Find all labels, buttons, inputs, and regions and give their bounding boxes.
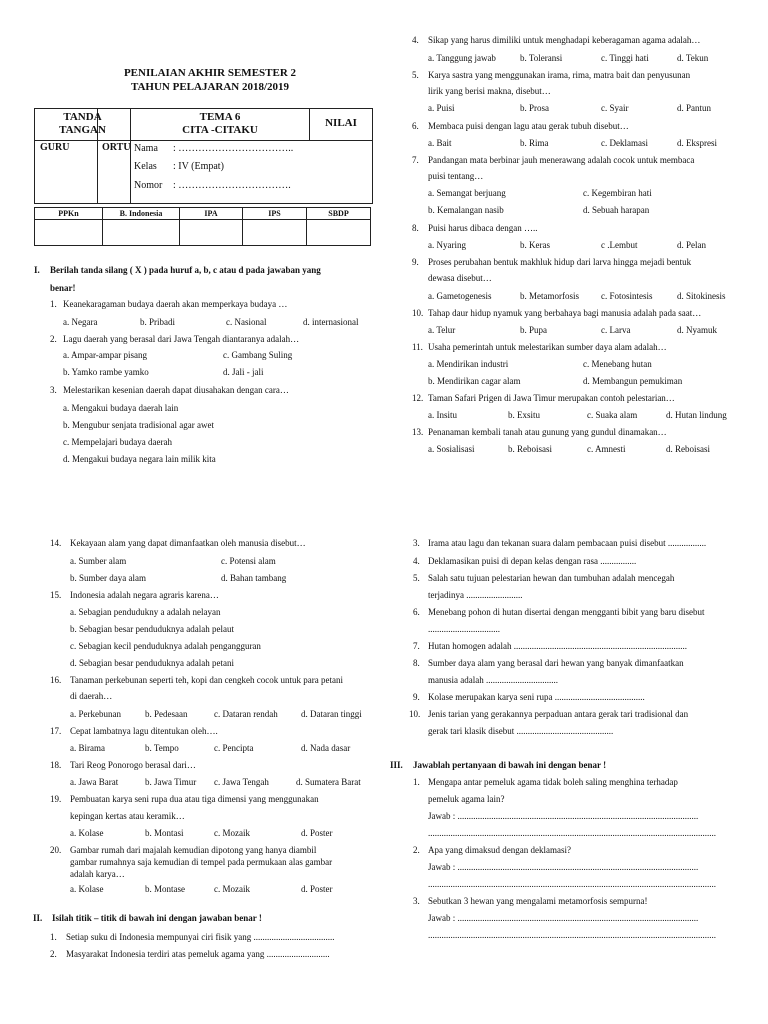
fill-item[interactable]: Setiap suku di Indonesia mempunyai ciri fisik yang .................................... (66, 932, 335, 942)
option-b[interactable]: b. Tempo (145, 743, 179, 753)
fill-item[interactable]: Masyarakat Indonesia terdiri atas pemeluk agama yang ............................ (66, 949, 330, 959)
question-text: Gambar rumah dari majalah kemudian dipotong yang hanya diambil (70, 845, 317, 855)
option-c[interactable]: c. Sebagian kecil penduduknya adalah pengangguran (70, 641, 261, 651)
question-number: 7. (412, 155, 419, 165)
subject-bindonesia: B. Indonesia (103, 208, 180, 220)
option-c[interactable]: c. Amnesti (587, 444, 626, 454)
essay-number: 1. (413, 777, 420, 787)
option-d[interactable]: d. Tekun (677, 53, 709, 63)
option-c[interactable]: c. Mozaik (214, 884, 250, 894)
option-a[interactable]: a. Nyaring (428, 240, 466, 250)
question-number: 9. (412, 257, 419, 267)
option-d[interactable]: d. Nyamuk (677, 325, 717, 335)
option-d[interactable]: d. Pantun (677, 103, 712, 113)
option-b[interactable]: b. Kemalangan nasib (428, 205, 504, 215)
answer-line[interactable]: Jawab : ........................................................................................................... (428, 913, 699, 923)
option-b[interactable]: b. Yamko rambe yamko (63, 367, 149, 377)
answer-line[interactable]: Jawab : ........................................................................................................... (428, 862, 699, 872)
section-3-number: III. (390, 760, 403, 770)
nomor-label: Nomor (134, 180, 163, 191)
fill-number: 4. (413, 556, 420, 566)
fill-number: 7. (413, 641, 420, 651)
option-d[interactable]: d. Sumatera Barat (296, 777, 361, 787)
fill-item[interactable]: Deklamasikan puisi di depan kelas dengan rasa ................ (428, 556, 637, 566)
option-d[interactable]: d. Ekspresi (677, 138, 717, 148)
answer-line[interactable]: ................................................................................................................................ (428, 930, 716, 940)
subject-ppkn: PPKn (35, 208, 103, 220)
ortu-label: ORTU (102, 142, 131, 153)
question-text-cont: kepingan kertas atau keramik… (70, 811, 185, 821)
fill-number: 5. (413, 573, 420, 583)
theme-title: CITA -CITAKU (182, 124, 258, 136)
question-text: Tari Reog Ponorogo berasal dari… (70, 760, 196, 770)
option-b[interactable]: b. Exsitu (508, 410, 541, 420)
fill-item-cont[interactable]: manusia adalah ................................ (428, 675, 558, 685)
option-d[interactable]: d. Jali - jali (223, 367, 264, 377)
option-c[interactable]: c. Nasional (226, 317, 267, 327)
question-number: 5. (412, 70, 419, 80)
question-number: 6. (412, 121, 419, 131)
option-a[interactable]: a. Birama (70, 743, 105, 753)
option-b[interactable]: b. Pribadi (140, 317, 175, 327)
option-b[interactable]: b. Montasi (145, 828, 184, 838)
option-b[interactable]: b. Rima (520, 138, 549, 148)
option-b[interactable]: b. Pupa (520, 325, 547, 335)
question-text: Taman Safari Prigen di Jawa Timur merupakan contoh pelestarian… (428, 393, 675, 403)
option-b[interactable]: b. Sebagian besar penduduknya adalah pelaut (70, 624, 234, 634)
option-b[interactable]: b. Jawa Timur (145, 777, 197, 787)
subject-score-table (34, 207, 371, 246)
question-text: Sikap yang harus dimiliki untuk menghadapi keberagaman agama adalah… (428, 35, 701, 45)
kelas-label: Kelas (134, 161, 157, 172)
option-c[interactable]: c. Pencipta (214, 743, 254, 753)
option-d[interactable]: d. Mengakui budaya negara lain milik kita (63, 454, 216, 464)
fill-number: 6. (413, 607, 420, 617)
score-cell[interactable] (180, 220, 243, 246)
option-a[interactable]: a. Mengakui budaya daerah lain (63, 403, 179, 413)
question-number: 8. (412, 223, 419, 233)
question-text: Tanaman perkebunan seperti teh, kopi dan cengkeh cocok untuk para petani (70, 675, 344, 685)
option-a[interactable]: a. Sosialisasi (428, 444, 475, 454)
option-d[interactable]: d. Pelan (677, 240, 706, 250)
question-text: Tahap daur hidup nyamuk yang berbahaya bagi manusia adalah pada saat… (428, 308, 702, 318)
question-number: 20. (50, 845, 62, 855)
option-d[interactable]: d. Membangun pemukiman (583, 376, 683, 386)
fill-item: Jenis tarian yang gerakannya perpaduan antara gerak tari tradisional dan (428, 709, 689, 719)
fill-item: Menebang pohon di hutan disertai dengan mengganti bibit yang baru disebut (428, 607, 705, 617)
option-a[interactable]: a. Ampar-ampar pisang (63, 350, 148, 360)
essay-question-cont: pemeluk agama lain? (428, 794, 505, 804)
question-number: 14. (50, 538, 62, 548)
option-b[interactable]: b. Keras (520, 240, 550, 250)
question-text: Cepat lambatnya lagu ditentukan oleh…. (70, 726, 218, 736)
question-text: Pandangan mata berbinar jauh menerawang adalah cocok untuk membaca (428, 155, 695, 165)
question-number: 1. (50, 299, 57, 309)
question-number: 17. (50, 726, 62, 736)
fill-item-cont[interactable]: gerak tari klasik disebut ........................................... (428, 726, 614, 736)
option-a[interactable]: a. Perkebunan (70, 709, 121, 719)
fill-item-cont[interactable]: terjadinya ......................... (428, 590, 523, 600)
option-d[interactable]: d. Bahan tambang (221, 573, 287, 583)
option-b[interactable]: b. Mendirikan cagar alam (428, 376, 521, 386)
question-number: 2. (50, 334, 57, 344)
option-d[interactable]: d. Dataran tinggi (301, 709, 362, 719)
option-a[interactable]: a. Bait (428, 138, 452, 148)
option-d[interactable]: d. Reboisasi (666, 444, 710, 454)
question-text: Puisi harus dibaca dengan ….. (428, 223, 538, 233)
score-cell[interactable] (35, 220, 103, 246)
identity-table (34, 108, 373, 204)
answer-line[interactable]: Jawab : ........................................................................................................... (428, 811, 699, 821)
option-a[interactable]: a. Tanggung jawab (428, 53, 496, 63)
fill-item[interactable]: Hutan homogen adalah ............................................................................. (428, 641, 687, 651)
nilai-label: NILAI (325, 117, 357, 129)
fill-item: Salah satu tujuan pelestarian hewan dan tumbuhan adalah mencegah (428, 573, 675, 583)
question-number: 18. (50, 760, 62, 770)
option-b[interactable]: b. Mengubur senjata tradisional agar awet (63, 420, 214, 430)
question-number: 16. (50, 675, 62, 685)
option-c[interactable]: c. Larva (601, 325, 631, 335)
option-a[interactable]: a. Mendirikan industri (428, 359, 509, 369)
essay-question: Apa yang dimaksud dengan deklamasi? (428, 845, 571, 855)
option-d[interactable]: d. Nada dasar (301, 743, 351, 753)
tangan-label: TANGAN (59, 124, 106, 136)
option-c[interactable]: c. Kegembiran hati (583, 188, 652, 198)
question-text: Proses perubahan bentuk makhluk hidup dari larva hingga mejadi bentuk (428, 257, 692, 267)
subject-ips: IPS (243, 208, 307, 220)
question-number: 19. (50, 794, 62, 804)
score-cell[interactable] (243, 220, 307, 246)
option-d[interactable]: d. Poster (301, 884, 333, 894)
option-c[interactable]: c. Syair (601, 103, 629, 113)
subject-ipa: IPA (180, 208, 243, 220)
question-text: Usaha pemerintah untuk melestarikan sumber daya alam adalah… (428, 342, 667, 352)
option-b[interactable]: b. Toleransi (520, 53, 563, 63)
option-b[interactable]: b. Metamorfosis (520, 291, 579, 301)
option-a[interactable]: a. Insitu (428, 410, 457, 420)
kelas-field: : IV (Empat) (173, 161, 224, 172)
nama-field[interactable]: : …………………………….. (173, 143, 294, 154)
section-2-number: II. (33, 913, 43, 923)
option-c[interactable]: c. Tinggi hati (601, 53, 649, 63)
question-number: 11. (412, 342, 423, 352)
option-d[interactable]: d. Sebagian besar penduduknya adalah petani (70, 658, 234, 668)
fill-number: 10. (409, 709, 421, 719)
option-c[interactable]: c. Deklamasi (601, 138, 648, 148)
question-text: Pembuatan karya seni rupa dua atau tiga dimensi yang menggunakan (70, 794, 319, 804)
option-c[interactable]: c. Mempelajari budaya daerah (63, 437, 172, 447)
option-c[interactable]: c. Gambang Suling (223, 350, 293, 360)
question-text: Melestarikan kesenian daerah dapat diusahakan dengan cara… (63, 385, 289, 395)
question-text: Keanekaragaman budaya daerah akan memperkaya budaya … (63, 299, 288, 309)
question-number: 12. (412, 393, 424, 403)
option-c[interactable]: c. Mozaik (214, 828, 250, 838)
question-text-cont: gambar rumahnya saja kemudian di tempel pada permukaan alas gambar (70, 857, 333, 867)
option-d[interactable]: d. Sebuah harapan (583, 205, 650, 215)
question-text-cont: dewasa disebut… (428, 273, 492, 283)
theme-label: TEMA 6 (199, 111, 241, 123)
essay-number: 2. (413, 845, 420, 855)
question-number: 3. (50, 385, 57, 395)
option-c[interactable]: c. Fotosintesis (601, 291, 653, 301)
fill-item[interactable]: Irama atau lagu dan tekanan suara dalam pembacaan puisi disebut ................. (428, 538, 707, 548)
answer-line[interactable]: ................................................................................................................................ (428, 828, 716, 838)
section-1-number: I. (34, 265, 40, 275)
option-d[interactable]: d. Poster (301, 828, 333, 838)
question-text-cont: di daerah… (70, 691, 113, 701)
option-d[interactable]: d. internasional (303, 317, 359, 327)
option-c[interactable]: c. Dataran rendah (214, 709, 278, 719)
option-a[interactable]: a. Jawa Barat (70, 777, 119, 787)
tanda-label: TANDA (63, 111, 102, 123)
fill-item-cont[interactable]: ................................ (428, 624, 500, 634)
question-text: Lagu daerah yang berasal dari Jawa Tengah diantaranya adalah… (63, 334, 300, 344)
fill-number: 9. (413, 692, 420, 702)
guru-label: GURU (40, 142, 70, 153)
question-number: 13. (412, 427, 424, 437)
option-b[interactable]: b. Sumber daya alam (70, 573, 146, 583)
option-b[interactable]: b. Pedesaan (145, 709, 188, 719)
question-text: Penanaman kembali tanah atau gunung yang gundul dinamakan… (428, 427, 667, 437)
option-a[interactable]: a. Sebagian pendudukny a adalah nelayan (70, 607, 221, 617)
fill-item: Sumber daya alam yang berasal dari hewan yang banyak dimanfaatkan (428, 658, 684, 668)
option-a[interactable]: a. Semangat berjuang (428, 188, 506, 198)
option-a[interactable]: a. Kolase (70, 828, 104, 838)
question-text: Indonesia adalah negara agraris karena… (70, 590, 219, 600)
option-a[interactable]: a. Kolase (70, 884, 104, 894)
option-d[interactable]: d. Sitokinesis (677, 291, 726, 301)
score-cell[interactable] (307, 220, 371, 246)
fill-item[interactable]: Kolase merupakan karya seni rupa ........................................ (428, 692, 645, 702)
essay-number: 3. (413, 896, 420, 906)
fill-number: 1. (50, 932, 57, 942)
fill-number: 8. (413, 658, 420, 668)
question-text-cont: adalah karya… (70, 869, 125, 879)
section-3-instruction: Jawablah pertanyaan di bawah ini dengan benar ! (413, 760, 607, 770)
question-number: 4. (412, 35, 419, 45)
question-text-cont: lirik yang berisi makna, disebut… (428, 86, 551, 96)
answer-line[interactable]: ................................................................................................................................ (428, 879, 716, 889)
question-text: Karya sastra yang menggunakan irama, rima, matra bait dan penyusunan (428, 70, 691, 80)
option-a[interactable]: a. Gametogenesis (428, 291, 492, 301)
option-a[interactable]: a. Telur (428, 325, 456, 335)
option-a[interactable]: a. Sumber alam (70, 556, 127, 566)
exam-title: PENILAIAN AKHIR SEMESTER 2 (123, 67, 297, 79)
fill-number: 3. (413, 538, 420, 548)
option-a[interactable]: a. Puisi (428, 103, 455, 113)
question-text: Membaca puisi dengan lagu atau gerak tubuh disebut… (428, 121, 629, 131)
question-number: 10. (412, 308, 424, 318)
essay-question: Sebutkan 3 hewan yang mengalami metamorfosis sempurna! (428, 896, 648, 906)
option-c[interactable]: c. Jawa Tengah (214, 777, 269, 787)
option-b[interactable]: b. Prosa (520, 103, 549, 113)
essay-question: Mengapa antar pemeluk agama tidak boleh saling menghina terhadap (428, 777, 678, 787)
option-c[interactable]: c .Lembut (601, 240, 638, 250)
section-2-instruction: Isilah titik – titik di bawah ini dengan jawaban benar ! (52, 913, 262, 923)
option-b[interactable]: b. Reboisasi (508, 444, 552, 454)
option-b[interactable]: b. Montase (145, 884, 185, 894)
section-1-instruction-2: benar! (50, 283, 76, 293)
option-d[interactable]: d. Hutan lindung (666, 410, 727, 420)
option-c[interactable]: c. Menebang hutan (583, 359, 652, 369)
nama-label: Nama (134, 143, 158, 154)
score-cell[interactable] (103, 220, 180, 246)
section-1-instruction: Berilah tanda silang ( X ) pada huruf a, b, c atau d pada jawaban yang (50, 265, 321, 275)
subject-sbdp: SBDP (307, 208, 371, 220)
question-text: Kekayaan alam yang dapat dimanfaatkan oleh manusia disebut… (70, 538, 306, 548)
fill-number: 2. (50, 949, 57, 959)
nomor-field[interactable]: : ……………………………. (173, 180, 291, 191)
option-c[interactable]: c. Potensi alam (221, 556, 276, 566)
option-c[interactable]: c. Suaka alam (587, 410, 638, 420)
question-text-cont: puisi tentang… (428, 171, 484, 181)
school-year: TAHUN PELAJARAN 2018/2019 (130, 81, 290, 93)
question-number: 15. (50, 590, 62, 600)
option-a[interactable]: a. Negara (63, 317, 98, 327)
